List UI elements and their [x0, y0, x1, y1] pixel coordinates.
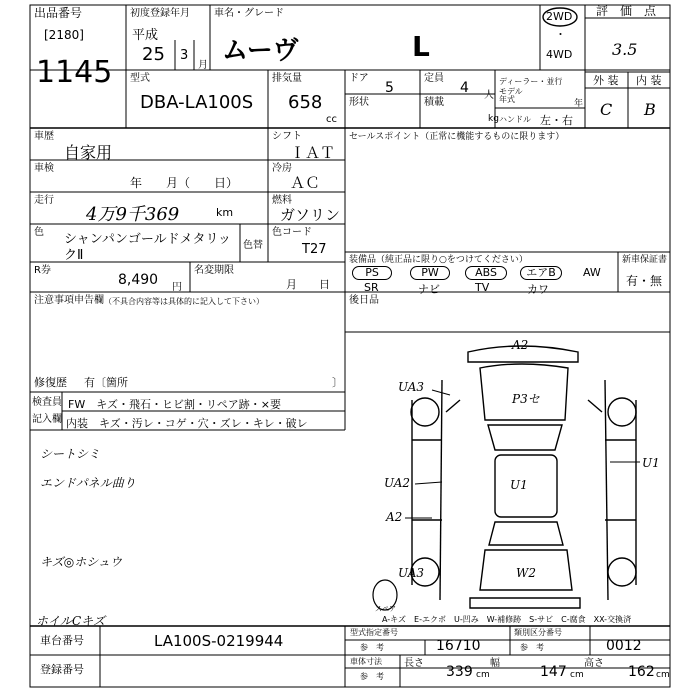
name-change-label: 名変期限 [194, 265, 234, 276]
notes-sublabel: （不具合内容等は具体的に記入して下さい） [104, 297, 264, 306]
repair-end: 〕 [332, 376, 343, 389]
year-unit: 年 [574, 99, 584, 109]
color: シャンパンゴールドメタリックⅡ [64, 232, 231, 263]
color-code-label: 色コード [272, 227, 312, 238]
hand-note-2: エンドパネル曲り [40, 476, 136, 490]
color-change-label: 色替 [243, 240, 263, 251]
height-label: 高さ [584, 658, 604, 669]
width: 147 [540, 664, 567, 680]
size-sub: 参 考 [360, 672, 384, 681]
reg-month: 3 [180, 48, 189, 63]
mark-right-side: U1 [642, 456, 660, 470]
mileage-label: 走行 [34, 195, 54, 206]
car-name-label: 車名・グレード [214, 8, 284, 19]
capacity: 4 [460, 80, 469, 96]
kg-unit: kg [488, 114, 499, 124]
type-num-label: 型式指定番号 [350, 628, 398, 637]
recycle-label: R券 [34, 265, 51, 276]
equip-aw: AW [583, 266, 601, 279]
type-num-sub: 参 考 [360, 643, 384, 652]
mark-rear: W2 [516, 566, 536, 580]
category-sub: 参 考 [520, 643, 544, 652]
displacement-label: 排気量 [272, 73, 302, 84]
drive-dot: ・ [555, 28, 566, 41]
cooler: ＡＣ [290, 174, 321, 192]
cc-unit: cc [326, 114, 337, 125]
drive-2wd: 2WD [546, 10, 573, 23]
mark-left-door: UA2 [384, 476, 411, 490]
name-change: 月 日 [286, 278, 330, 291]
repair-label: 修復歴 [34, 376, 67, 389]
inspection-label: 車検 [34, 163, 54, 174]
hand-note-1: シートシミ [40, 447, 101, 461]
eval-label: 評 価 点 [596, 4, 657, 18]
capacity-label: 定員 [424, 73, 444, 84]
height: 162 [628, 664, 655, 680]
mark-hood: P3セ [512, 392, 540, 406]
model-year-label: モデル 年式 [499, 87, 523, 104]
lot-label: 出品番号 [34, 6, 83, 20]
inspector-label-1: 検査員 [32, 397, 62, 408]
history: 自家用 [64, 143, 113, 162]
reg-number-label: 登録番号 [40, 663, 84, 676]
width-unit: cm [570, 670, 584, 680]
length-label: 長さ [404, 658, 424, 669]
chassis-label: 車台番号 [40, 634, 84, 647]
mark-roof: U1 [510, 478, 528, 492]
handle: 左・右 [540, 114, 573, 127]
mileage: 4万9千369 [86, 204, 180, 225]
shift-label: シフト [272, 131, 302, 142]
displacement: 658 [288, 92, 323, 113]
hand-note-4: ホイルCキズ [36, 614, 105, 628]
category-num: 0012 [606, 638, 642, 654]
mark-front-bumper: A2 [512, 338, 529, 352]
model: DBA-LA100S [140, 92, 254, 113]
inspector-line-2: 内装 キズ・汚レ・コゲ・穴・ズレ・キレ・破レ [66, 417, 308, 430]
cooler-label: 冷房 [272, 163, 292, 174]
exterior-grade: C [600, 100, 613, 119]
equip-navi: ナビ [418, 283, 440, 296]
mark-front-left: UA3 [398, 380, 425, 394]
model-label: 型式 [130, 73, 150, 84]
handle-label: ハンドル [499, 115, 531, 124]
month-unit: 月 [198, 60, 208, 71]
chassis-number: LA100S-0219944 [154, 632, 284, 650]
fuel-label: 燃料 [272, 195, 292, 206]
hand-note-3: キズ◎ホシュウ [40, 555, 122, 569]
equip-abs: ABS [465, 266, 507, 280]
mark-left-rear-door: A2 [386, 510, 403, 524]
exterior-label: 外 装 [593, 74, 619, 87]
recycle-fee: 8,490 [118, 272, 159, 288]
type-num: 16710 [436, 638, 481, 654]
color-label: 色 [34, 227, 44, 238]
equip-sr: SR [364, 281, 379, 294]
grade: L [412, 30, 430, 63]
inspector-label-2: 記入欄 [32, 414, 62, 425]
first-reg-label: 初度登録年月 [130, 8, 190, 19]
interior-label: 内 装 [636, 74, 662, 87]
doors: 5 [385, 80, 394, 96]
dealer-label: ディーラー・並行 [499, 77, 563, 86]
load-label: 積載 [424, 97, 444, 108]
lot-number: 1145 [36, 55, 113, 90]
yen-unit: 円 [172, 282, 182, 293]
warranty: 有・無 [626, 274, 663, 288]
sales-point-label: セールスポイント（正常に機能するものに限ります） [349, 132, 565, 142]
reg-year: 25 [142, 44, 165, 65]
shift: ＩＡＴ [290, 144, 336, 162]
equipment-label: 装備品（純正品に限り○をつけてください） [349, 255, 528, 265]
door-label: ドア [349, 73, 369, 84]
category-label: 類別区分番号 [514, 628, 562, 637]
equip-airbag: エアB [520, 266, 562, 280]
drive-4wd: 4WD [546, 48, 573, 61]
person-unit: 人 [484, 90, 494, 101]
equip-ps: PS [352, 266, 392, 280]
fuel: ガソリン [280, 206, 341, 224]
repair: 有〔箇所 [84, 376, 128, 389]
equip-leather: カワ [527, 283, 549, 296]
shape-label: 形状 [349, 97, 369, 108]
lot-code: [2180] [44, 28, 84, 42]
width-label: 幅 [490, 658, 500, 669]
height-unit: cm [656, 670, 670, 680]
equip-pw: PW [410, 266, 450, 280]
length-unit: cm [476, 670, 490, 680]
size-label: 車体寸法 [350, 657, 382, 666]
equip-tv: TV [475, 281, 490, 294]
history-label: 車歴 [34, 131, 54, 142]
spare-label: スペア [375, 605, 396, 613]
era: 平成 [132, 28, 159, 43]
rear-item-label: 後日品 [349, 295, 379, 306]
inspection: 年 月（ 日） [130, 176, 239, 190]
car-name: ムーヴ [222, 36, 299, 66]
length: 339 [446, 664, 473, 680]
km-unit: km [216, 206, 234, 219]
interior-grade: B [644, 100, 656, 119]
mark-rear-left: UA3 [398, 566, 425, 580]
inspector-line-1: FW キズ・飛石・ヒビ割・リペア跡・×要 [68, 398, 281, 411]
warranty-label: 新車保証書 [622, 255, 668, 265]
color-code: T27 [302, 242, 327, 257]
notes-label: 注意事項申告欄 [34, 295, 104, 306]
eval-score: 3.5 [612, 40, 638, 59]
damage-legend: A-キズ E-エクボ U-凹み W-補修跡 S-サビ C-腐食 XX-交換済 [382, 615, 632, 624]
